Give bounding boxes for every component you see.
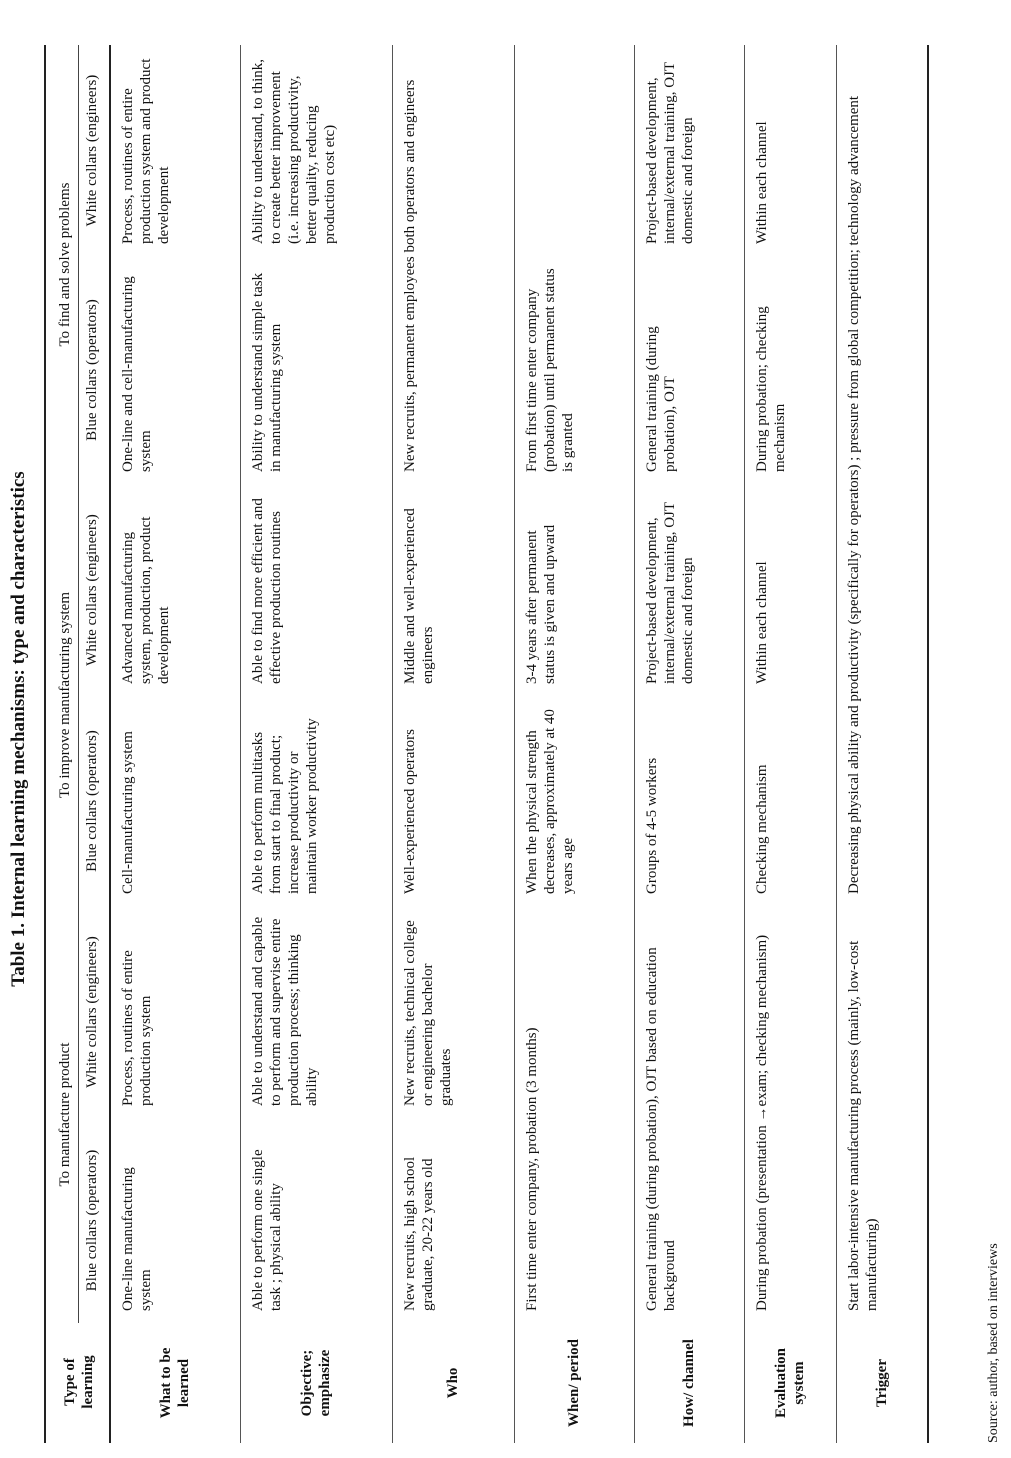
subheader-white-collars-1: White collars (engineers): [79, 906, 111, 1118]
row-label-objective: Objective; emphasize: [240, 1323, 392, 1443]
row-label-trigger: Trigger: [836, 1323, 928, 1443]
row-label-what: What to be learned: [110, 1323, 240, 1443]
cell: 3-4 years after permanent status is given and upward: [514, 484, 634, 696]
row-label-how: How/ channel: [634, 1323, 744, 1443]
cell: Able to find more efficient and effective production routines: [240, 484, 392, 696]
subheader-blue-collars-1: Blue collars (operators): [79, 1118, 111, 1323]
subheader-white-collars-3: White collars (engineers): [79, 45, 111, 256]
cell: Process, routines of entire production system: [110, 906, 240, 1118]
cell: Ability to understand, to think, to create better improvement (i.e. increasing productivity, better quality, reducing production cost etc): [240, 45, 392, 256]
cell: Decreasing physical ability and productivity (specifically for operators) ; pressure from global competition; technology advancement: [836, 45, 928, 906]
cell: One-line manufacturing system: [110, 1118, 240, 1323]
table-row-when: [514, 45, 634, 1443]
subheader-row: [79, 45, 111, 1443]
group-improve-system: To improve manufacturing system: [45, 484, 79, 906]
cell: Checking mechanism: [744, 696, 836, 906]
cell: One-line and cell-manufacturing system: [110, 256, 240, 484]
cell: Middle and well-experienced engineers: [392, 484, 514, 696]
cell: Able to perform one single task ; physical ability: [240, 1118, 392, 1323]
cell: Ability to understand simple task in manufacturing system: [240, 256, 392, 484]
table-caption: Table 1. Internal learning mechanisms: type and characteristics: [8, 471, 29, 987]
subheader-blue-collars-2: Blue collars (operators): [79, 696, 111, 906]
cell: Able to understand and capable to perform and supervise entire production process; thinking ability: [240, 906, 392, 1118]
table-row-trigger: [836, 45, 928, 1443]
cell: Cell-manufacturing system: [110, 696, 240, 906]
row-label-evaluation: Evaluation system: [744, 1323, 836, 1443]
group-manufacture-product: To manufacture product: [45, 906, 79, 1323]
subheader-white-collars-2: White collars (engineers): [79, 484, 111, 696]
cell: Start labor-intensive manufacturing process (mainly, low-cost manufacturing): [836, 906, 928, 1323]
table-row-who: [392, 45, 514, 1443]
cell: During probation (presentation →exam; checking mechanism): [744, 906, 836, 1323]
cell: [514, 45, 634, 256]
cell: Groups of 4-5 workers: [634, 696, 744, 906]
table-row-objective: [240, 45, 392, 1443]
group-find-solve-problems: To find and solve problems: [45, 45, 79, 484]
group-header-row: [45, 45, 79, 1443]
cell: Able to perform multitasks from start to final product; increase productivity or maintain worker productivity: [240, 696, 392, 906]
cell: New recruits, high school graduate, 20-22 years old: [392, 1118, 514, 1323]
table-row-what: [110, 45, 240, 1443]
cell: Within each channel: [744, 45, 836, 256]
learning-mechanisms-table: [44, 45, 929, 1443]
cell: General training (during probation), OJT: [634, 256, 744, 484]
cell: General training (during probation), OJT based on education background: [634, 906, 744, 1323]
row-label-who: Who: [392, 1323, 514, 1443]
table-row-evaluation: [744, 45, 836, 1443]
cell: Well-experienced operators: [392, 696, 514, 906]
cell: From first time enter company (probation) until permanent status is granted: [514, 256, 634, 484]
cell: Advanced manufacturing system, production, product development: [110, 484, 240, 696]
subheader-blue-collars-3: Blue collars (operators): [79, 256, 111, 484]
cell: New recruits, technical college or engineering bachelor graduates: [392, 906, 514, 1118]
cell: During probation; checking mechanism: [744, 256, 836, 484]
type-of-learning-header: Type of learning: [45, 1323, 110, 1443]
cell: When the physical strength decreases, approximately at 40 years age: [514, 696, 634, 906]
cell: First time enter company, probation (3 months): [514, 906, 634, 1323]
table-row-how: [634, 45, 744, 1443]
row-label-when: When/ period: [514, 1323, 634, 1443]
cell: Within each channel: [744, 484, 836, 696]
source-note: Source: author, based on interviews: [986, 1243, 1001, 1443]
cell: Project-based development, internal/external training, OJT domestic and foreign: [634, 45, 744, 256]
cell: New recruits, permanent employees both operators and engineers: [392, 45, 514, 484]
cell: Process, routines of entire production system and product development: [110, 45, 240, 256]
cell: Project-based development, internal/external training, OJT domestic and foreign: [634, 484, 744, 696]
